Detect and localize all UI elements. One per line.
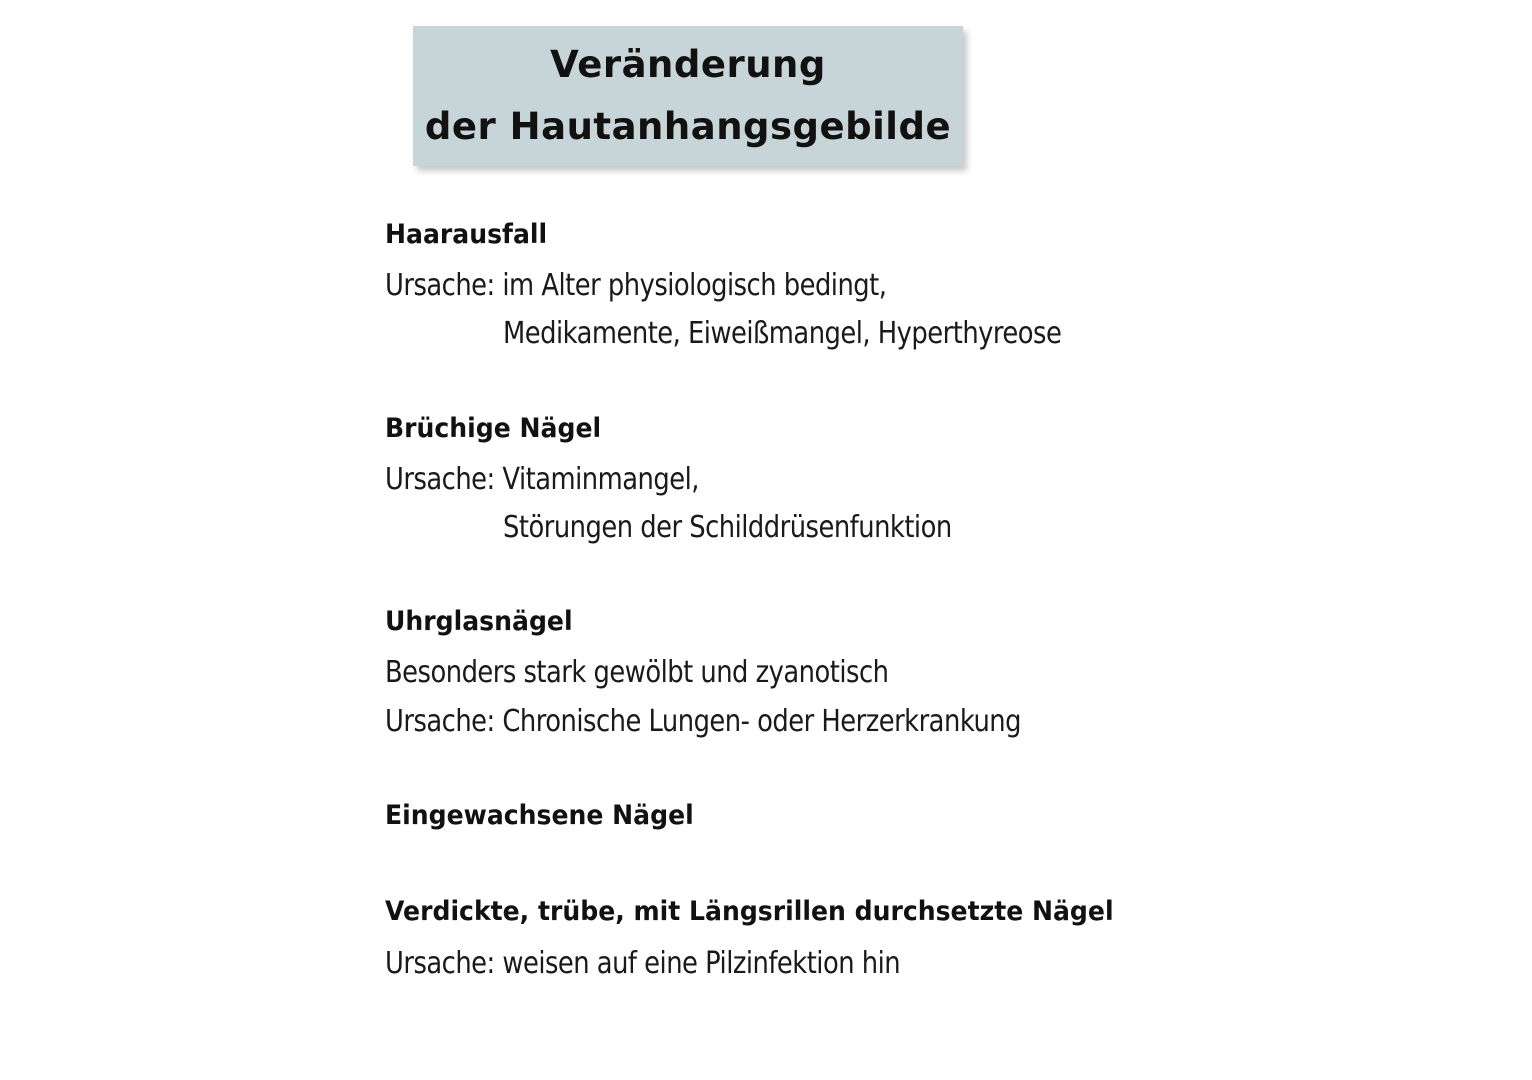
section-heading-verdickte-naegel: Verdickte, trübe, mit Längsrillen durchsetzte Nägel bbox=[385, 896, 1114, 927]
section-bruechige-naegel-line-2: Störungen der Schilddrüsenfunktion bbox=[503, 510, 952, 545]
title-box bbox=[413, 26, 963, 166]
section-heading-haarausfall: Haarausfall bbox=[385, 219, 548, 250]
section-heading-bruechige-naegel: Brüchige Nägel bbox=[385, 413, 602, 444]
section-bruechige-naegel-line-1: Ursache: Vitaminmangel, bbox=[385, 462, 699, 497]
section-heading-eingewachsene-naegel: Eingewachsene Nägel bbox=[385, 800, 694, 831]
title-line-1: Veränderung bbox=[550, 43, 826, 86]
section-uhrglasnaegel-line-1: Besonders stark gewölbt und zyanotisch bbox=[385, 655, 889, 690]
section-heading-uhrglasnaegel: Uhrglasnägel bbox=[385, 606, 573, 637]
section-haarausfall-line-2: Medikamente, Eiweißmangel, Hyperthyreose bbox=[503, 316, 1062, 351]
section-uhrglasnaegel-line-2: Ursache: Chronische Lungen- oder Herzerkrankung bbox=[385, 704, 1021, 739]
section-haarausfall-line-1: Ursache: im Alter physiologisch bedingt, bbox=[385, 268, 887, 303]
section-verdickte-naegel-line-1: Ursache: weisen auf eine Pilzinfektion hin bbox=[385, 946, 901, 981]
title-line-2: der Hautanhangsgebilde bbox=[424, 105, 952, 148]
